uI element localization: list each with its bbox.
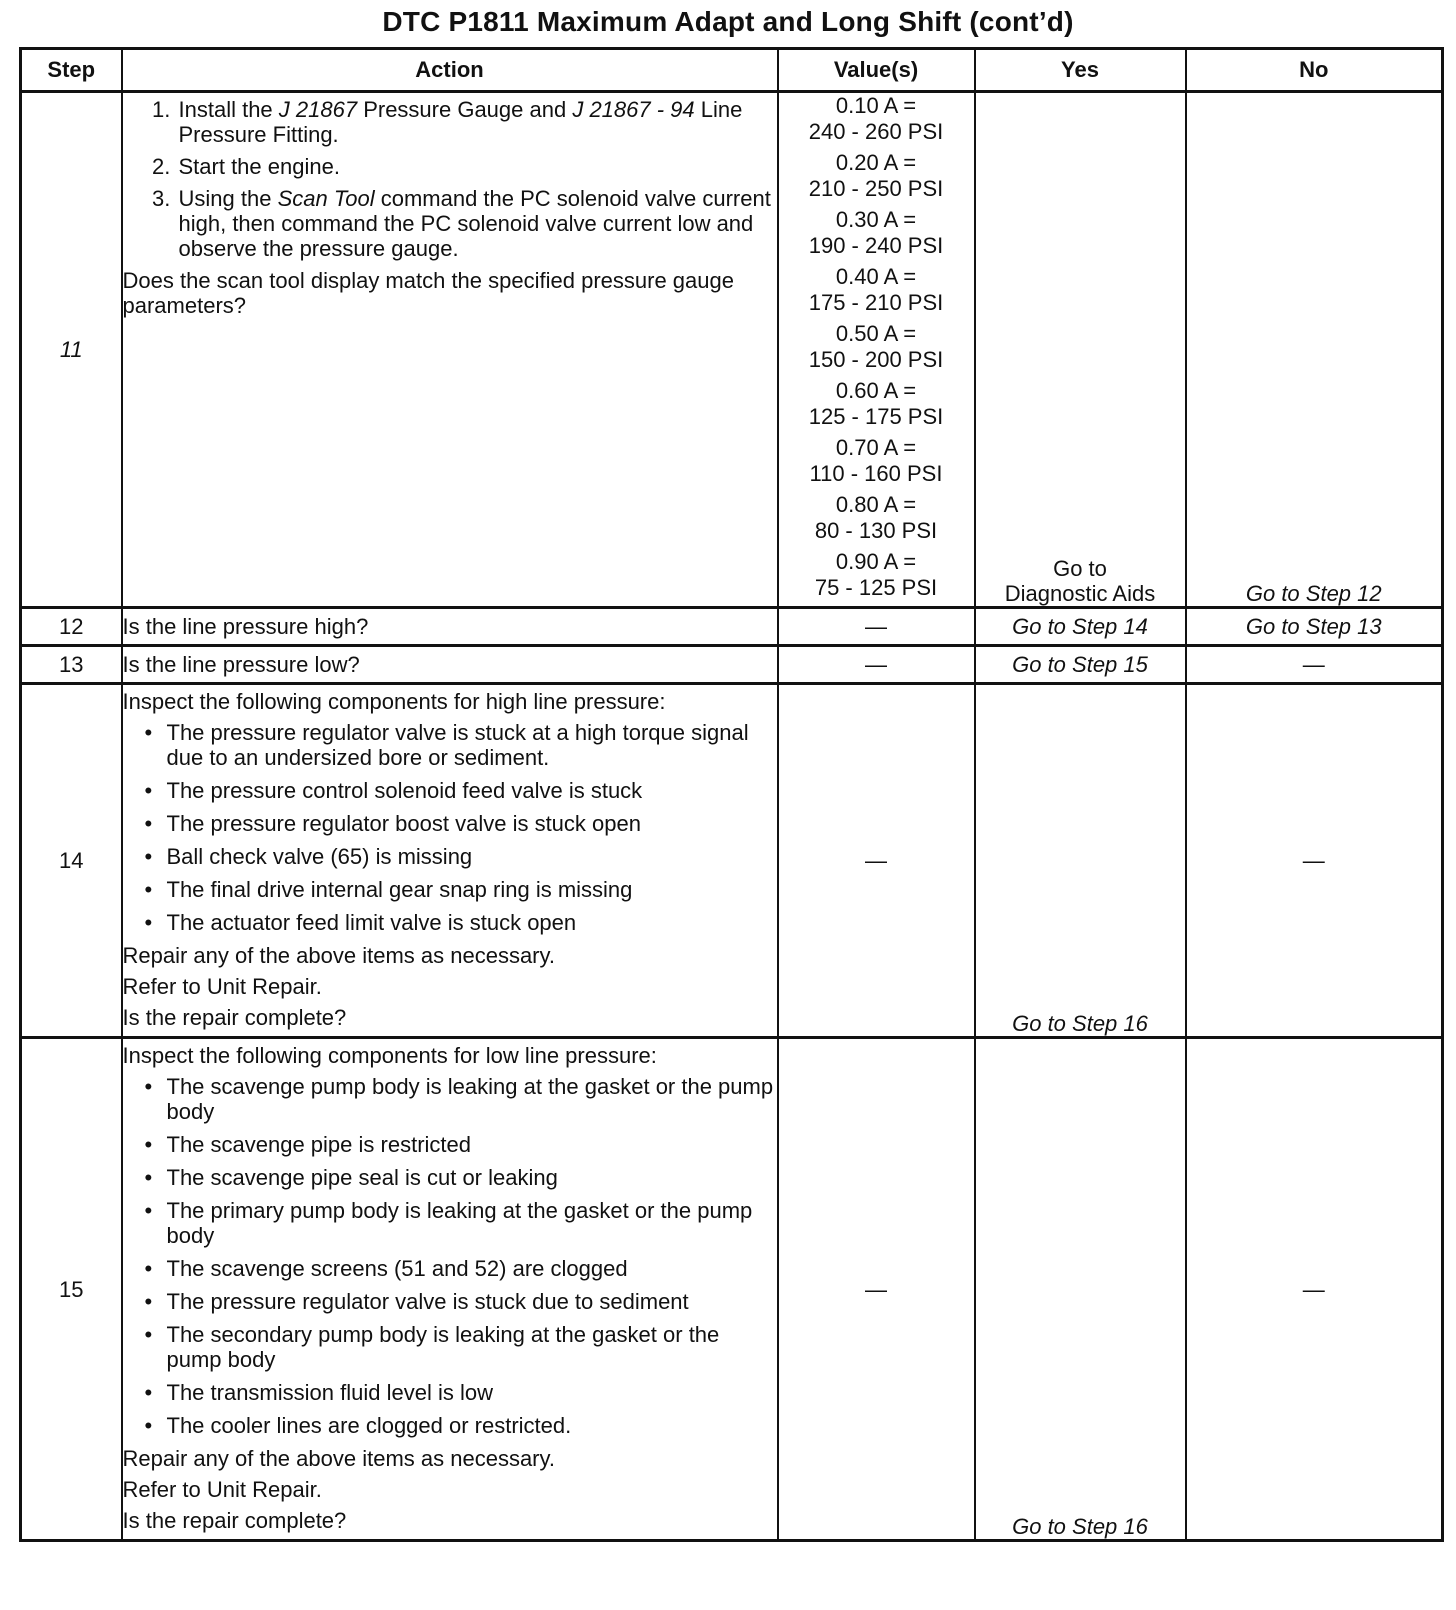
action-cell: Is the line pressure high? xyxy=(122,608,778,646)
no-cell: — xyxy=(1186,684,1443,1038)
table-row-step-14 xyxy=(21,684,1443,1038)
bullet-item: • The cooler lines are clogged or restricted. xyxy=(167,1413,777,1438)
table-header-row xyxy=(21,49,1443,92)
step-number: 13 xyxy=(21,646,122,684)
question-text: Is the repair complete? xyxy=(122,1508,347,1533)
header-no: No xyxy=(1186,49,1443,92)
bullet-item: • The scavenge pipe seal is cut or leaking xyxy=(167,1165,777,1190)
step-number: 14 xyxy=(21,684,122,1038)
instruction-item: 2. Start the engine. xyxy=(177,154,777,179)
values-cell xyxy=(778,92,975,608)
step-number: 12 xyxy=(21,608,122,646)
value-pair: 0.40 A = 175 - 210 PSI xyxy=(808,264,944,315)
question-text: Does the scan tool display match the specified pressure gauge parameters? xyxy=(122,268,734,318)
bullet-item: • The pressure regulator valve is stuck at a high torque signal due to an undersized bore or sediment. xyxy=(167,720,777,770)
step-number: 15 xyxy=(21,1038,122,1541)
bullet-list xyxy=(123,1074,777,1438)
action-cell xyxy=(122,684,778,1038)
no-cell: Go to Step 12 xyxy=(1186,92,1443,608)
value-pair: 0.20 A = 210 - 250 PSI xyxy=(808,150,944,201)
instruction-item: 1. Install the J 21867 Pressure Gauge and J 21867 - 94 Line Pressure Fitting. xyxy=(177,97,777,147)
value-pair: 0.90 A = 75 - 125 PSI xyxy=(814,549,938,600)
table-row-step-11 xyxy=(21,92,1443,608)
header-step: Step xyxy=(21,49,122,92)
numbered-instructions xyxy=(123,97,777,261)
header-values: Value(s) xyxy=(778,49,975,92)
value-pair: 0.60 A = 125 - 175 PSI xyxy=(808,378,944,429)
action-cell: Is the line pressure low? xyxy=(122,646,778,684)
values-cell: — xyxy=(778,684,975,1038)
bullet-item: • The scavenge pipe is restricted xyxy=(167,1132,777,1157)
bullet-item: • The final drive internal gear snap ring is missing xyxy=(167,877,777,902)
repair-text: Repair any of the above items as necessary. xyxy=(122,1446,555,1471)
yes-cell: Go to Step 16 xyxy=(975,684,1186,1038)
values-cell: — xyxy=(778,646,975,684)
bullet-item: • The primary pump body is leaking at the gasket or the pump body xyxy=(167,1198,777,1248)
bullet-item: • The pressure control solenoid feed valve is stuck xyxy=(167,778,777,803)
value-pair: 0.70 A = 110 - 160 PSI xyxy=(809,435,943,486)
table-row-step-15 xyxy=(21,1038,1443,1541)
no-cell: — xyxy=(1186,1038,1443,1541)
action-cell xyxy=(122,92,778,608)
repair-text: Repair any of the above items as necessary. xyxy=(122,943,555,968)
table-row-step-13 xyxy=(21,646,1443,684)
refer-text: Refer to Unit Repair. xyxy=(122,974,322,999)
value-pair: 0.80 A = 80 - 130 PSI xyxy=(814,492,938,543)
yes-cell: Go to Step 14 xyxy=(975,608,1186,646)
header-yes: Yes xyxy=(975,49,1186,92)
value-pair: 0.10 A = 240 - 260 PSI xyxy=(808,93,944,144)
question-text: Is the repair complete? xyxy=(122,1005,347,1030)
bullet-item: • The scavenge screens (51 and 52) are clogged xyxy=(167,1256,777,1281)
bullet-item: • The pressure regulator valve is stuck due to sediment xyxy=(167,1289,777,1314)
instruction-item: 3. Using the Scan Tool command the PC solenoid valve current high, then command the PC solenoid valve current low and observe the pressure gauge. xyxy=(177,186,777,261)
table-row-step-12 xyxy=(21,608,1443,646)
header-action: Action xyxy=(122,49,778,92)
bullet-item: • The pressure regulator boost valve is stuck open xyxy=(167,811,777,836)
bullet-list xyxy=(123,720,777,935)
refer-text: Refer to Unit Repair. xyxy=(122,1477,322,1502)
action-cell xyxy=(122,1038,778,1541)
yes-cell: Go to Step 16 xyxy=(975,1038,1186,1541)
no-cell: Go to Step 13 xyxy=(1186,608,1443,646)
page-title: DTC P1811 Maximum Adapt and Long Shift (cont’d) xyxy=(382,6,1074,37)
bullet-item: • The secondary pump body is leaking at the gasket or the pump body xyxy=(167,1322,777,1372)
bullet-item: • The actuator feed limit valve is stuck open xyxy=(167,910,777,935)
intro-text: Inspect the following components for high line pressure: xyxy=(122,689,666,714)
values-cell: — xyxy=(778,608,975,646)
diagnostic-table xyxy=(19,47,1444,1542)
bullet-item: • The scavenge pump body is leaking at the gasket or the pump body xyxy=(167,1074,777,1124)
value-pair: 0.30 A = 190 - 240 PSI xyxy=(808,207,944,258)
bullet-item: • Ball check valve (65) is missing xyxy=(167,844,777,869)
step-number: 11 xyxy=(21,92,122,608)
value-pair: 0.50 A = 150 - 200 PSI xyxy=(808,321,944,372)
values-cell: — xyxy=(778,1038,975,1541)
yes-cell: Go to Step 15 xyxy=(975,646,1186,684)
intro-text: Inspect the following components for low line pressure: xyxy=(122,1043,657,1068)
no-cell: — xyxy=(1186,646,1443,684)
bullet-item: • The transmission fluid level is low xyxy=(167,1380,777,1405)
yes-cell: Go to Diagnostic Aids xyxy=(975,92,1186,608)
